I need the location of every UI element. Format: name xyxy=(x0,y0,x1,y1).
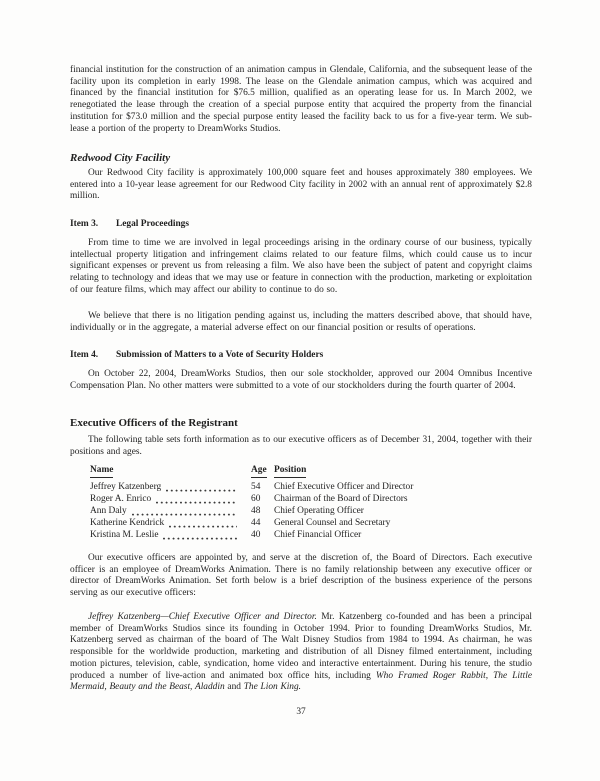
table-row xyxy=(70,493,532,505)
officer-name: Kristina M. Leslie xyxy=(90,530,159,540)
column-header-age: Age xyxy=(251,464,267,478)
page-number: 37 xyxy=(296,707,306,717)
dot-leader xyxy=(156,501,237,504)
officer-age: 40 xyxy=(251,530,261,540)
table-row xyxy=(70,505,532,517)
officer-position: Chairman of the Board of Directors xyxy=(274,494,408,504)
table-row xyxy=(70,529,532,541)
officer-age: 54 xyxy=(251,482,261,492)
heading-item-3 xyxy=(70,219,189,231)
officer-age: 60 xyxy=(251,494,261,504)
officer-name: Katherine Kendrick xyxy=(90,518,165,528)
heading-item-4-number: Item 4. xyxy=(70,350,99,360)
officer-position: General Counsel and Secretary xyxy=(274,518,391,528)
officer-age: 48 xyxy=(251,506,261,516)
heading-item-4 xyxy=(70,350,323,362)
paragraph-glendale-lease: financial institution for the construction of an animation campus in Glendale, California, and the subsequent lease of the facility upon its completion in early 1998. The lease on the Glendale animation campus, which was acquired and financed by the financial institution for $76.5 million, qualified as an operating lease for us. In March 2002, we renegotiated the lease through the creation of a special purpose entity that acquired the property from the financial institution for $73.0 million and the special purpose entity leased the facility back to us for a five-year term. We sub-lease a portion of the property to DreamWorks Studios. xyxy=(70,65,532,134)
officer-name: Ann Daly xyxy=(90,506,127,516)
paragraph-stockholder-vote: On October 22, 2004, DreamWorks Studios, then our sole stockholder, approved our 2004 Omnibus Incentive Compensation Plan. No other matters were submitted to a vote of our stockholders during the fourth quarter of 2004. xyxy=(70,369,532,391)
officer-name: Jeffrey Katzenberg xyxy=(90,482,162,492)
heading-executive-officers: Executive Officers of the Registrant xyxy=(70,417,238,429)
table-header-row xyxy=(70,464,532,478)
paragraph-legal-proceedings-1: From time to time we are involved in legal proceedings arising in the ordinary course of our business, typically intellectual property litigation and infringement claims related to our feature films, which could cause us to incur significant expenses or prevent us from releasing a film. We also have been the subject of patent and copyright claims relating to technology and ideas that we may use or feature in connection with the production, marketing or exploitation of our feature films, which may affect our ability to continue to do so. xyxy=(70,238,532,295)
table-body xyxy=(70,481,532,541)
dot-leader xyxy=(132,513,237,516)
table-row xyxy=(70,481,532,493)
officer-age: 44 xyxy=(251,518,261,528)
column-header-position: Position xyxy=(274,464,306,478)
paragraph-legal-proceedings-2: We believe that there is no litigation pending against us, including the matters described above, that should have, individually or in the aggregate, a material adverse effect on our financial position or results of operations. xyxy=(70,311,532,333)
paragraph-katzenberg-bio: Jeffrey Katzenberg—Chief Executive Officer and Director. Mr. Katzenberg co-founded and has been a principal member of DreamWorks Studios since its founding in October 1994. Prior to founding DreamWorks Studios, Mr. Katzenberg served as chairman of the board of The Walt Disney Studios from 1984 to 1994. As chairman, he was responsible for the worldwide production, marketing and distribution of all Disney filmed entertainment, including motion pictures, television, cable, syndication, home video and interactive entertainment. During his tenure, the studio produced a number of live-action and animated box office hits, including Who Framed Roger Rabbit, The Little Mermaid, Beauty and the Beast, Aladdin and The Lion King. xyxy=(70,612,533,693)
paragraph-officers-appointed: Our executive officers are appointed by, and serve at the discretion of, the Board of Directors. Each executive officer is an employee of DreamWorks Animation. There is no family relationship between any executive officer or director of DreamWorks Animation. Set forth below is a brief description of the business experience of the persons serving as our executive officers: xyxy=(70,553,532,599)
officer-position: Chief Operating Officer xyxy=(274,506,364,516)
dot-leader xyxy=(163,537,237,540)
heading-item-3-number: Item 3. xyxy=(70,219,99,229)
dot-leader xyxy=(169,525,237,528)
paragraph-table-intro: The following table sets forth information as to our executive officers as of December 31, 2004, together with their positions and ages. xyxy=(70,435,532,457)
page-content xyxy=(70,0,532,781)
table-row xyxy=(70,517,532,529)
officer-position: Chief Financial Officer xyxy=(274,530,362,540)
heading-item-3-title: Legal Proceedings xyxy=(116,219,189,229)
column-header-name: Name xyxy=(90,464,113,478)
heading-item-4-title: Submission of Matters to a Vote of Security Holders xyxy=(116,350,324,360)
executive-officers-table xyxy=(70,464,532,541)
officer-name: Roger A. Enrico xyxy=(90,494,152,504)
dot-leader xyxy=(166,489,237,492)
officer-position: Chief Executive Officer and Director xyxy=(274,482,414,492)
paragraph-redwood-city: Our Redwood City facility is approximately 100,000 square feet and houses approximately 380 employees. We entered into a 10-year lease agreement for our Redwood City facility in 2002 with an annual rent of approximately $2.8 million. xyxy=(70,168,532,202)
heading-redwood-city-facility: Redwood City Facility xyxy=(70,152,171,164)
